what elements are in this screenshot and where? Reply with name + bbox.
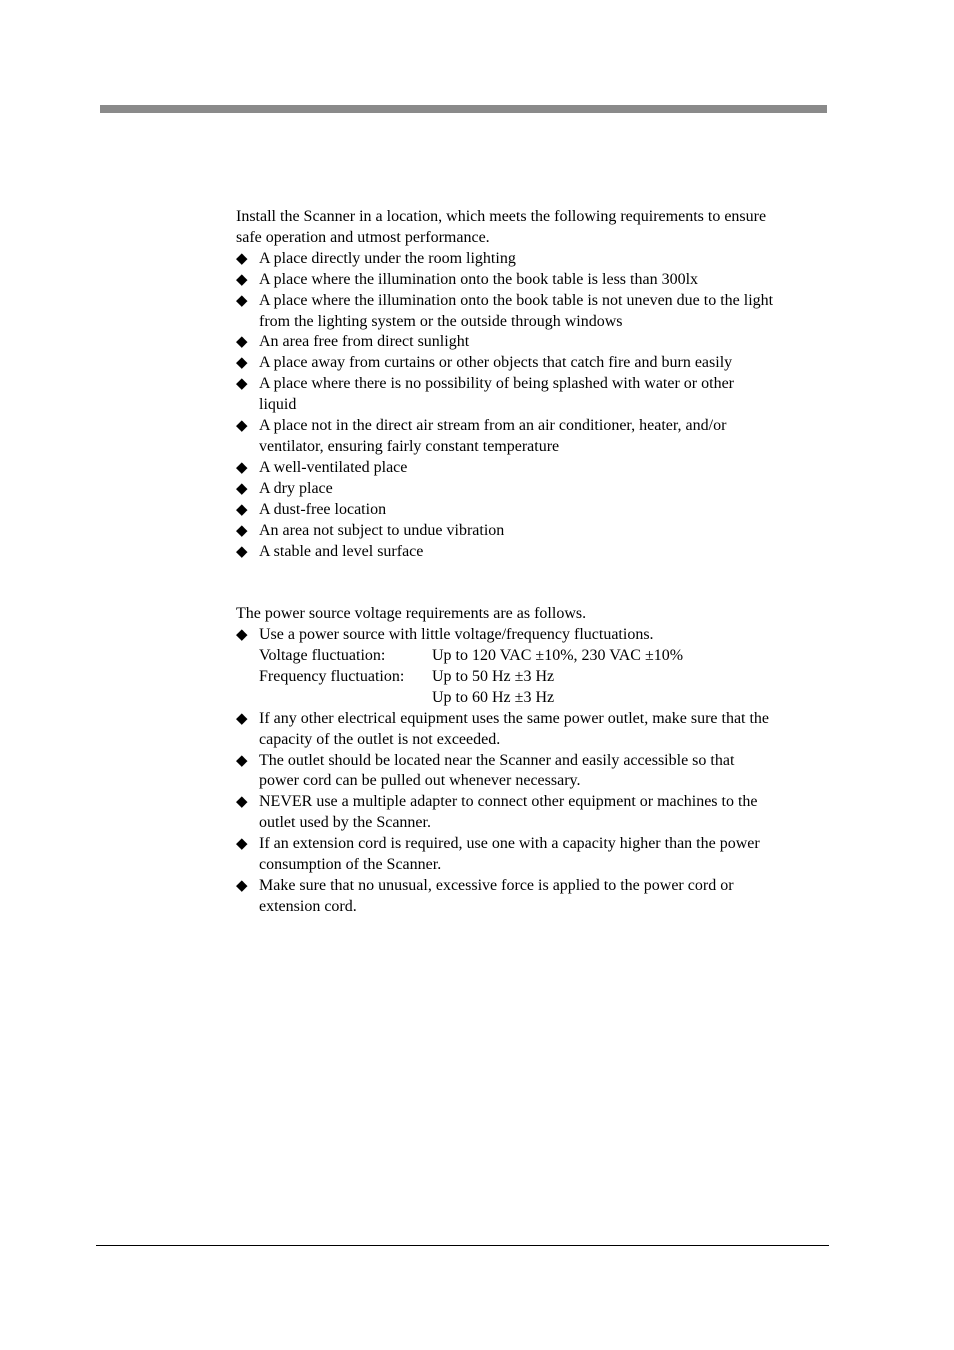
diamond-bullet-icon: ◆	[236, 376, 248, 393]
list-item	[236, 751, 836, 793]
diamond-bullet-icon: ◆	[236, 836, 248, 853]
list-item	[236, 458, 836, 479]
list-item-text: Make sure that no unusual, excessive force is applied to the power cord or	[259, 876, 734, 894]
list-item	[236, 416, 836, 458]
footer-rule	[96, 1245, 829, 1246]
spec-value: Up to 60 Hz ±3 Hz	[432, 688, 555, 706]
list-item-text: A place away from curtains or other objects that catch fire and burn easily	[259, 354, 733, 372]
list-item-text: A place where the illumination onto the book table is less than 300lx	[259, 270, 699, 288]
list-item	[236, 542, 836, 563]
list-item	[236, 353, 836, 374]
list-item-text: A dry place	[259, 479, 333, 497]
diamond-bullet-icon: ◆	[236, 501, 248, 518]
section-spacer	[236, 562, 836, 604]
list-item-text: An area free from direct sunlight	[259, 333, 470, 351]
header-bar	[100, 105, 827, 113]
power-requirements-list	[236, 625, 836, 918]
diamond-bullet-icon: ◆	[236, 710, 248, 727]
list-item	[236, 834, 836, 876]
diamond-bullet-icon: ◆	[236, 752, 248, 769]
spec-label: Voltage fluctuation:	[259, 647, 386, 665]
diamond-bullet-icon: ◆	[236, 250, 248, 267]
location-intro-line: safe operation and utmost performance.	[236, 228, 490, 246]
list-item	[236, 479, 836, 500]
location-requirements-list	[236, 249, 836, 563]
spec-value: Up to 120 VAC ±10%, 230 VAC ±10%	[432, 647, 684, 665]
fluctuation-specs	[259, 646, 836, 709]
list-item-text: from the lighting system or the outside through windows	[259, 312, 623, 330]
list-item	[236, 709, 836, 751]
page-content	[236, 207, 836, 918]
list-item-text: An area not subject to undue vibration	[259, 521, 505, 539]
spec-row	[259, 688, 836, 709]
list-item	[236, 332, 836, 353]
diamond-bullet-icon: ◆	[236, 480, 248, 497]
list-item-text: Use a power source with little voltage/frequency fluctuations.	[259, 626, 654, 644]
spec-label: Frequency fluctuation:	[259, 667, 405, 685]
spec-row	[259, 667, 836, 688]
diamond-bullet-icon: ◆	[236, 543, 248, 560]
diamond-bullet-icon: ◆	[236, 627, 248, 644]
list-item-text: A stable and level surface	[259, 542, 424, 560]
diamond-bullet-icon: ◆	[236, 355, 248, 372]
list-item-text: outlet used by the Scanner.	[259, 814, 431, 832]
list-item-text: If an extension cord is required, use one with a capacity higher than the power	[259, 835, 760, 853]
diamond-bullet-icon: ◆	[236, 271, 248, 288]
diamond-bullet-icon: ◆	[236, 877, 248, 894]
power-intro: The power source voltage requirements are as follows.	[236, 605, 587, 623]
list-item	[236, 876, 836, 918]
list-item	[236, 521, 836, 542]
list-item	[236, 792, 836, 834]
list-item-text: The outlet should be located near the Scanner and easily accessible so that	[259, 751, 735, 769]
location-intro	[236, 207, 836, 249]
list-item	[236, 500, 836, 521]
spec-row	[259, 646, 836, 667]
spec-label	[259, 688, 432, 709]
list-item-text: If any other electrical equipment uses the same power outlet, make sure that the	[259, 709, 770, 727]
location-intro-line: Install the Scanner in a location, which meets the following requirements to ensure	[236, 208, 767, 225]
diamond-bullet-icon: ◆	[236, 794, 248, 811]
list-item	[236, 291, 836, 333]
list-item-text: liquid	[259, 396, 297, 414]
list-item-text: NEVER use a multiple adapter to connect other equipment or machines to the	[259, 793, 758, 811]
list-item-text: A place directly under the room lighting	[259, 249, 516, 267]
list-item-text: A dust-free location	[259, 500, 387, 518]
list-item-text: consumption of the Scanner.	[259, 856, 442, 874]
list-item-text: power cord can be pulled out whenever necessary.	[259, 772, 581, 790]
list-item-text: A place where there is no possibility of being splashed with water or other	[259, 375, 734, 393]
list-item-text: A place not in the direct air stream from an air conditioner, heater, and/or	[259, 417, 727, 435]
diamond-bullet-icon: ◆	[236, 418, 248, 435]
diamond-bullet-icon: ◆	[236, 522, 248, 539]
diamond-bullet-icon: ◆	[236, 292, 248, 309]
list-item	[236, 374, 836, 416]
list-item	[236, 625, 836, 709]
diamond-bullet-icon: ◆	[236, 334, 248, 351]
list-item-text: capacity of the outlet is not exceeded.	[259, 730, 501, 748]
list-item-text: A place where the illumination onto the book table is not uneven due to the light	[259, 291, 774, 309]
list-item	[236, 249, 836, 270]
spec-value: Up to 50 Hz ±3 Hz	[432, 667, 555, 685]
list-item-text: extension cord.	[259, 897, 357, 915]
diamond-bullet-icon: ◆	[236, 459, 248, 476]
list-item	[236, 270, 836, 291]
list-item-text: A well-ventilated place	[259, 458, 408, 476]
list-item-text: ventilator, ensuring fairly constant temperature	[259, 437, 560, 455]
